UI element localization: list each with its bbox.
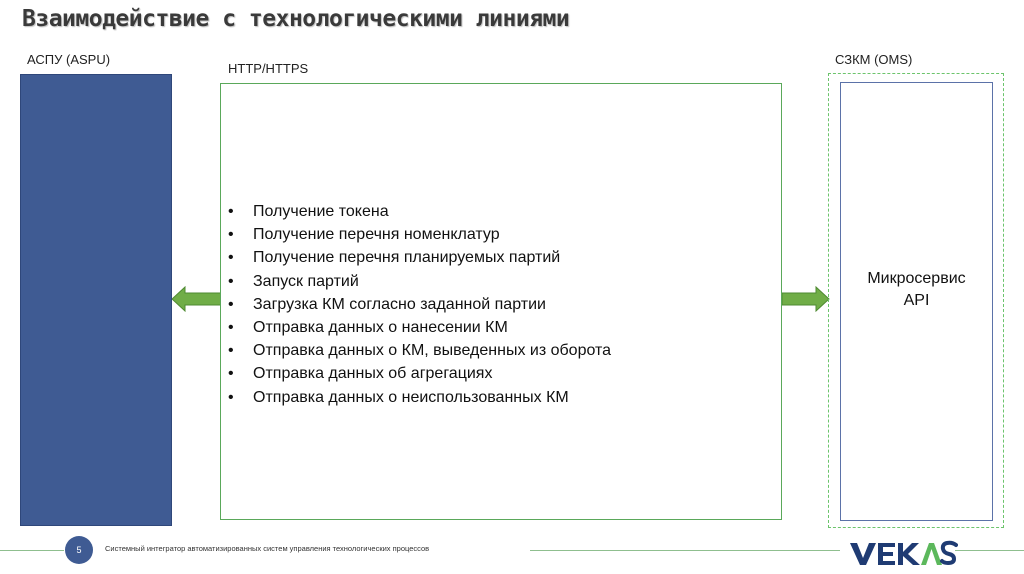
oms-label: СЗКМ (OMS) <box>835 52 913 67</box>
operation-item: • Отправка данных о неиспользованных КМ <box>228 386 611 409</box>
aspu-block <box>20 74 172 526</box>
operations-list <box>228 200 611 409</box>
aspu-label: АСПУ (ASPU) <box>27 52 111 67</box>
footer-divider-right <box>530 550 840 551</box>
operation-item: • Запуск партий <box>228 270 611 293</box>
operation-item: • Получение перечня планируемых партий <box>228 246 611 269</box>
arrow-to-oms-icon <box>782 286 830 312</box>
microservice-label <box>840 268 993 312</box>
footer-caption: Системный интегратор автоматизированных систем управления технологических процессов <box>105 544 430 553</box>
operation-item: • Получение токена <box>228 200 611 223</box>
microservice-name: Микросервис <box>867 270 966 287</box>
operation-item: • Загрузка КМ согласно заданной партии <box>228 293 611 316</box>
operation-item: • Отправка данных об агрегациях <box>228 362 611 385</box>
operation-item: • Получение перечня номенклатур <box>228 223 611 246</box>
protocol-label: HTTP/HTTPS <box>228 61 309 76</box>
vekas-logo <box>848 538 958 568</box>
operation-item: • Отправка данных о нанесении КМ <box>228 316 611 339</box>
footer-divider-left <box>0 550 64 551</box>
microservice-api: API <box>903 292 930 309</box>
arrow-to-aspu-icon <box>172 286 222 312</box>
footer-divider-end <box>955 550 1024 551</box>
operation-item: • Отправка данных о КМ, выведенных из оборота <box>228 339 611 362</box>
page-title: Взаимодействие с технологическими линиями <box>22 6 570 32</box>
page-number-badge: 5 <box>65 536 93 564</box>
